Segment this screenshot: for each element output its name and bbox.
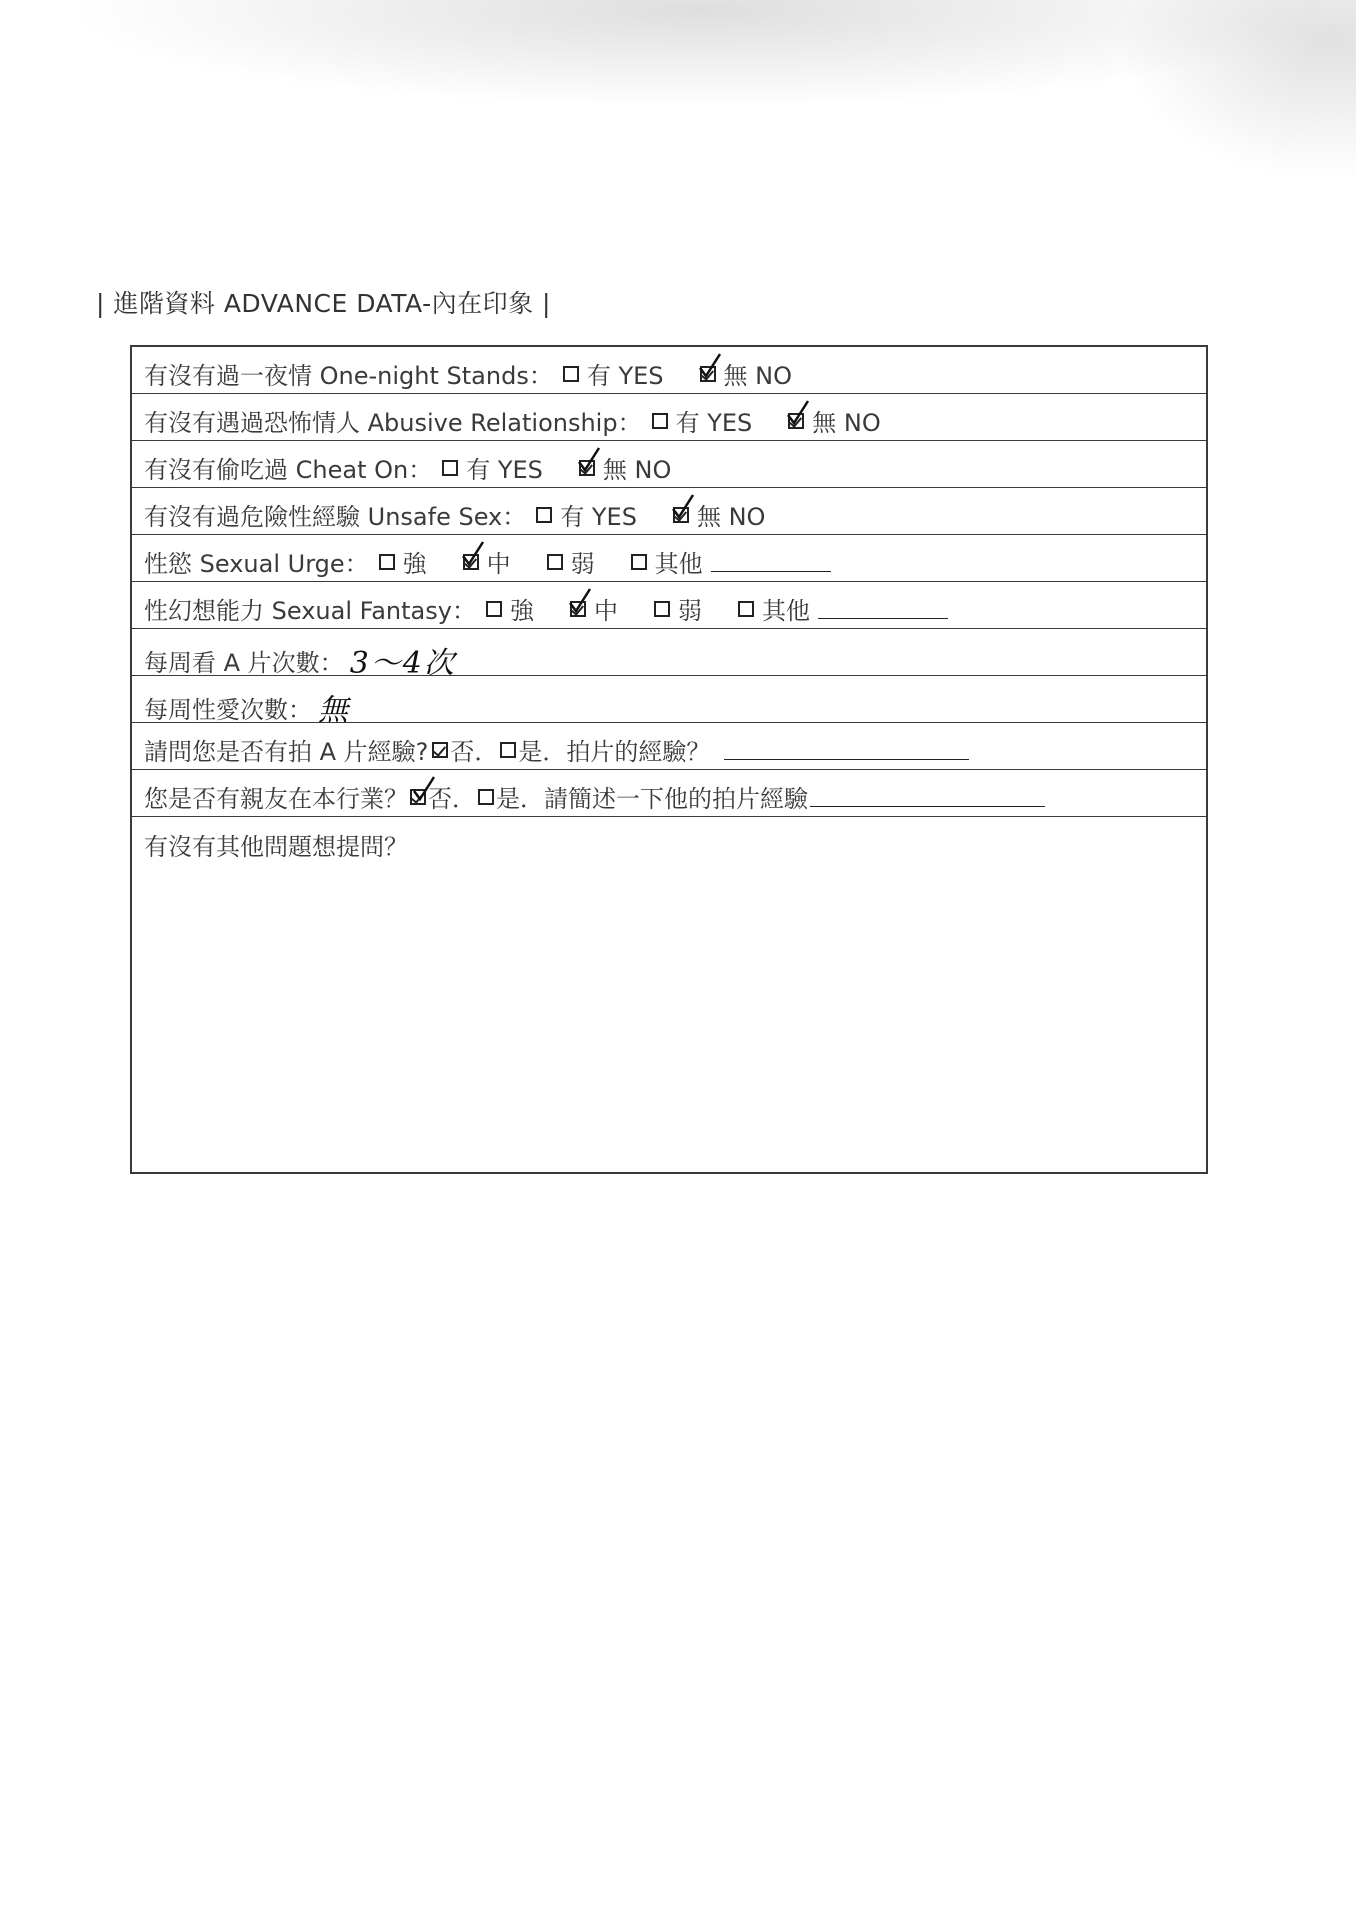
no-label: 無 NO [602,456,672,484]
question-label: 請問您是否有拍 A 片經驗? [144,738,429,766]
other-checkbox[interactable] [631,554,647,570]
strong-checkbox[interactable] [486,601,502,617]
handwritten-answer[interactable]: 3～4次 [349,646,456,681]
row-one-night-stands [132,347,1206,394]
yes-checkbox[interactable] [536,507,552,523]
yes-label: 有 YES [466,456,543,484]
yes-checkbox[interactable] [500,742,516,758]
row-other-questions [132,817,1206,872]
no-label: 無 NO [696,503,766,531]
row-relatives [132,770,1206,817]
row-abusive-relationship [132,394,1206,441]
question-label: 您是否有親友在本行業？ [144,785,408,813]
yes-checkbox[interactable] [563,366,579,382]
question-label: 有沒有遇過恐怖情人 Abusive Relationship： [144,409,642,437]
medium-label: 中 [486,550,511,578]
row-weekly-av [132,629,1206,681]
question-label: 性慾 Sexual Urge： [144,550,369,578]
question-label: 有沒有偷吃過 Cheat On： [144,456,433,484]
no-checkbox-checked[interactable] [410,789,426,805]
yes-label: 是 [496,785,520,813]
no-label: 否 [450,738,475,766]
other-label: 其他 [761,597,810,625]
weak-checkbox[interactable] [654,601,670,617]
row-unsafe-sex [132,488,1206,535]
other-blank[interactable] [818,598,948,619]
question-label: 每周性愛次數： [144,695,312,724]
yes-checkbox[interactable] [652,413,668,429]
row-weekly-sex [132,676,1206,728]
medium-checkbox-checked[interactable] [570,601,586,617]
row-sexual-fantasy [132,582,1206,629]
row-av-experience [132,723,1206,770]
row-sexual-urge [132,535,1206,582]
advance-data-form [130,345,1208,1174]
handwritten-answer[interactable]: 無 [318,693,350,728]
yes-label: 有 YES [675,409,753,437]
question-label: 有沒有過一夜情 One-night Stands： [144,362,553,390]
strong-label: 強 [402,550,427,578]
tail-label: ．拍片的經驗？ [542,738,711,766]
question-label: 每周看 A 片次數： [144,648,344,677]
relatives-blank[interactable] [810,786,1045,807]
other-label: 其他 [654,550,703,578]
medium-checkbox-checked[interactable] [463,554,479,570]
question-label: 有沒有過危險性經驗 Unsafe Sex： [144,503,527,531]
row-cheat-on [132,441,1206,488]
yes-label: 是 [518,738,543,766]
tail-label: ．請簡述一下他的拍片經驗 [520,785,808,813]
no-label: 無 NO [723,362,792,390]
weak-label: 弱 [570,550,595,578]
no-checkbox-checked[interactable] [673,507,689,523]
yes-label: 有 YES [586,362,664,390]
section-title: | 進階資料 ADVANCE DATA-內在印象 | [96,289,551,318]
weak-checkbox[interactable] [547,554,563,570]
paper-shadow [0,0,1356,260]
experience-blank[interactable] [724,739,969,760]
no-checkbox-checked[interactable] [432,742,448,758]
yes-checkbox[interactable] [478,789,494,805]
strong-label: 強 [509,597,534,625]
separator: ． [452,785,476,813]
medium-label: 中 [593,597,618,625]
yes-checkbox[interactable] [442,460,458,476]
no-label: 否 [428,785,452,813]
other-checkbox[interactable] [738,601,754,617]
no-label: 無 NO [812,409,881,437]
other-blank[interactable] [711,551,831,572]
weak-label: 弱 [677,597,702,625]
question-label: 有沒有其他問題想提問？ [144,833,408,861]
question-label: 性幻想能力 Sexual Fantasy： [144,597,476,625]
no-checkbox-checked[interactable] [700,366,716,382]
no-checkbox-checked[interactable] [579,460,595,476]
no-checkbox-checked[interactable] [788,413,804,429]
yes-label: 有 YES [560,503,637,531]
separator: ． [474,738,499,766]
strong-checkbox[interactable] [379,554,395,570]
